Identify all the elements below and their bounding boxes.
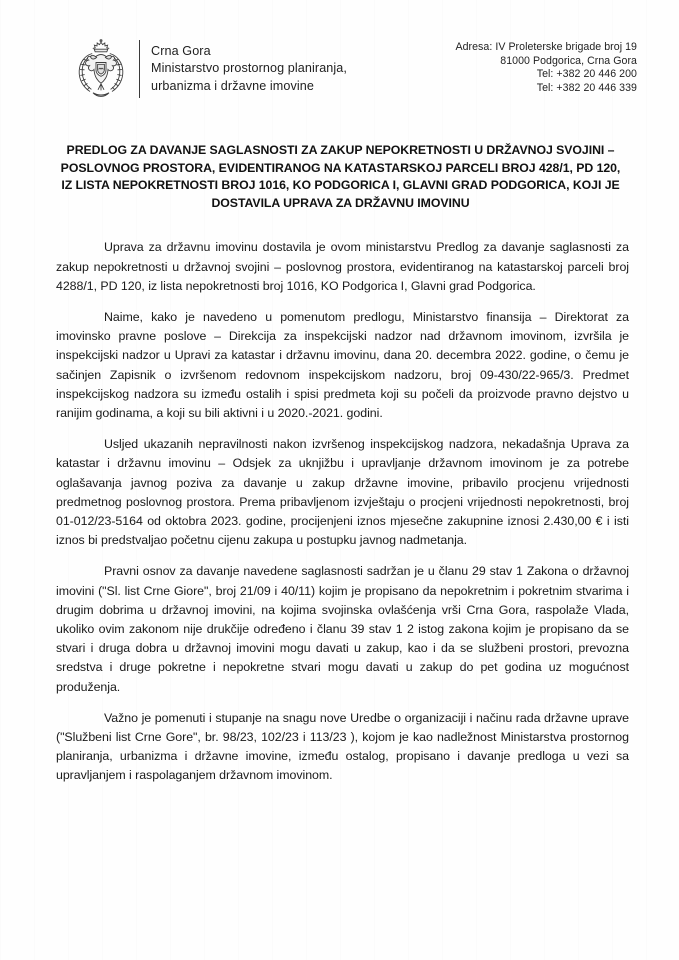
org-line-country: Crna Gora bbox=[151, 43, 211, 58]
document-title: PREDLOG ZA DAVANJE SAGLASNOSTI ZA ZAKUP NEPOKRETNOSTI U DRŽAVNOJ SVOJINI – POSLOVNOG PROSTORA, EVIDENTIRANOG NA KATASTARSKOJ PARCELI BROJ 428/1, PD 120, IZ LISTA NEPOKRETNOSTI BROJ 1016, KO PODGORICA I, GLAVNI GRAD PODGORICA, KOJI JE DOSTAVILA UPRAVA ZA DRŽAVNU IMOVINU bbox=[60, 143, 621, 210]
org-line-ministry-1: Ministarstvo prostornog planiranja, bbox=[151, 61, 347, 76]
body-paragraph: Naime, kako je navedeno u pomenutom predlogu, Ministarstvo finansija – Direktorat za imovinsko pravne poslove – Direkcija za inspekcijski nadzor nad državnom imovinom, izvršila je inspekcijski nadzor u Upravi za katastar i državnu imovinu, dana 20. decembra 2022. godine, o čemu je sačinjen Zapisnik o izvršenom redovnom inspekcijskom nadzoru, broj 09-430/22-965/3. Predmet inspekcijskog nadzora su između ostalih i spisi predmeta koji su počeli da proizvode pravno dejstvo u ranijim godinama, a koji su bili aktivni i u 2020.-2021. godini. bbox=[56, 309, 629, 420]
address-block bbox=[455, 38, 637, 95]
body-paragraph: Uprava za državnu imovinu dostavila je ovom ministarstvu Predlog za davanje saglasnosti za zakup nepokretnosti u državnoj svojini – poslovnog prostora, evidentiranog na katastarskoj parceli broj 4288/1, PD 120, iz lista nepokretnosti broj 1016, KO Podgorica I, Glavni grad Podgorica. bbox=[56, 240, 629, 293]
address-phone-2: Tel: +382 20 446 339 bbox=[536, 81, 637, 94]
body-paragraph: Važno je pomenuti i stupanje na snagu nove Uredbe o organizaciji i načinu rada državne uprave ("Službeni list Crne Gore", br. 98/23, 102/23 i 113/23 ), kojom je kao nadležnost Ministarstva prostornog planiranja, urbanizma i državne imovine, između ostalog, propisano i davanje predloga u vezi sa upravljanjem i raspolaganjem državnom imovinom. bbox=[56, 710, 629, 783]
org-line-ministry-2: urbanizma i državne imovine bbox=[151, 78, 314, 93]
body-paragraph: Usljed ukazanih nepravilnosti nakon izvršenog inspekcijskog nadzora, nekadašnja Uprava za katastar i državnu imovinu – Odsjek za uknjižbu i upravljanje državnom imovinom je za potrebe oglašavanja javnog poziva za davanje u zakup državne imovine, pribavilo procjenu vrijednosti predmetnog poslovnog prostora. Prema pribavljenom izvještaju o procjeni vrijednosti nepokretnosti, broj 01-012/23-5164 od oktobra 2023. godine, procijenjeni iznos mjesečne zakupnine iznosi 2.430,00 € i isti iznos bi predstvaljao početnu cijenu zakupa u postupku javnog nadmetanja. bbox=[56, 437, 629, 548]
organization-name bbox=[151, 43, 347, 96]
montenegro-coat-of-arms-icon bbox=[74, 38, 128, 100]
address-street: Adresa: IV Proleterske brigade broj 19 bbox=[455, 41, 637, 53]
body-paragraph: Pravni osnov za davanje navedene saglasnosti sadržan je u članu 29 stav 1 Zakona o državnoj imovini ("Sl. list Crne Giore", broj 21/09 i 40/11) kojim je propisano da nepokretnim i pokretnim stvarima i drugim dobrima u državnoj imovini, na kojima svojinska ovlašćenja vrši Crna Gora, raspolaže Vlada, ukoliko ovim zakonom nije drukčije određeno i članu 39 stav 1 2 istog zakona kojim je propisano da se stvari i druga dobra u državnoj imovini mogu davati u zakup, kao i da se službeni prostori, prevozna sredstva i druge pokretne i nepokretne stvari mogu davati u zakup do pet godina uz mogućnost produženja. bbox=[56, 564, 629, 694]
letterhead bbox=[0, 0, 679, 100]
organization-block bbox=[74, 38, 347, 100]
header-divider bbox=[139, 40, 140, 98]
document-body bbox=[56, 238, 629, 785]
address-phone-1: Tel: +382 20 446 200 bbox=[536, 68, 637, 81]
address-city: 81000 Podgorica, Crna Gora bbox=[500, 54, 637, 67]
